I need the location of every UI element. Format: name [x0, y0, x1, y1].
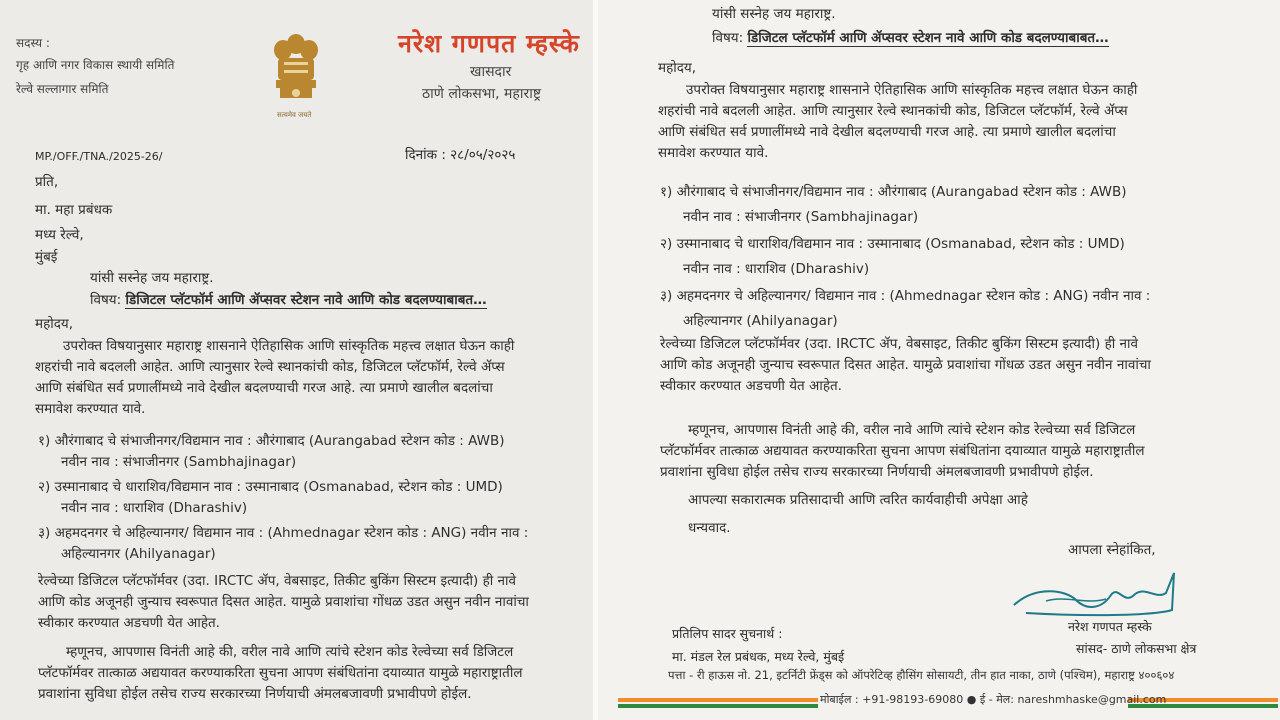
list-item-new-name: नवीन नाव : संभाजीनगर (Sambhajinagar): [61, 454, 297, 470]
signer-name: नरेश गणपत म्हस्के: [1068, 619, 1152, 634]
intro-paragraph: [35, 336, 590, 420]
list-item: १) औरंगाबाद चे संभाजीनगर/विद्यमान नाव : औरंगाबाद (Aurangabad स्टेशन कोड : AWB): [660, 184, 1127, 200]
signer-title: सांसद- ठाणे लोकसभा क्षेत्र: [1076, 641, 1197, 656]
para-line: प्लॅटफॉर्मवर तात्काळ अद्ययावत करण्याकरिता सुचना आपण संबंधितांना दयाव्यात यामुळे महाराष्ट्रातील: [38, 665, 523, 681]
intro-line: उपरोक्त विषयानुसार महाराष्ट्र शासनाने ऐतिहासिक आणि सांस्कृतिक महत्त्व लक्षात घेऊन काही: [63, 338, 515, 354]
para-line: रेल्वेच्या डिजिटल प्लॅटफॉर्मवर (उदा. IRCTC ॲप, वेबसाइट, तिकीट बुकिंग सिस्टम इत्यादी) ही नावे: [38, 573, 517, 589]
subject-label: विषय:: [90, 292, 122, 308]
salutation: महोदय,: [35, 316, 74, 332]
list-item-new-name: नवीन नाव : संभाजीनगर (Sambhajinagar): [683, 209, 919, 225]
para-3: [38, 642, 523, 705]
footer-saffron-bar: [618, 698, 818, 702]
para-line: प्रवाशांना सुविधा होईल तसेच राज्य सरकारच्या निर्णयाची अंमलबजावणी प्रभावीपणे होईल.: [660, 464, 1094, 480]
footer-green-bar: [618, 704, 818, 708]
list-item: ३) अहमदनगर चे अहिल्यानगर/ विद्यमान नाव : (Ahmednagar स्टेशन कोड : ANG) नवीन नाव :: [660, 288, 1151, 304]
footer-contact: मोबाईल : +91-98193-69080 ● ई - मेल: nareshmhaske@gmail.com: [820, 693, 1167, 706]
station-list: [38, 431, 528, 565]
salutation: महोदय,: [658, 60, 697, 76]
intro-paragraph: [658, 80, 1258, 164]
intro-line: शहरांची नावे बदलली आहेत. आणि त्यानुसार रेल्वे स्थानकांची कोड, डिजिटल प्लॅटफॉर्म, रेल्वे ॲप्स: [658, 103, 1128, 119]
letterhead-name: नरेश गणपत म्हस्के: [398, 29, 580, 58]
para-line: प्रवाशांना सुविधा होईल तसेच राज्य सरकारच्या निर्णयाची अंमलबजावणी प्रभावीपणे होईल.: [38, 686, 472, 702]
para-2: [38, 571, 529, 634]
recipient-line-4: मुंबई: [35, 249, 58, 265]
para-line: आणि कोड अजूनही जुन्याच स्वरूपात दिसत आहेत. यामुळे प्रवाशांचा गोंधळ उडत असुन नवीन नावांचा: [660, 357, 1151, 373]
intro-line: शहरांची नावे बदलली आहेत. आणि त्यानुसार रेल्वे स्थानकांची कोड, डिजिटल प्लॅटफॉर्म, रेल्वे ॲप्स: [35, 359, 505, 375]
para-line: म्हणूनच, आपणास विनंती आहे की, वरील नावे आणि त्यांचे स्टेशन कोड रेल्वेच्या सर्व डिजिटल: [66, 644, 514, 660]
para-line: स्वीकार करण्यात अडचणी येत आहेत.: [38, 615, 220, 631]
intro-line: उपरोक्त विषयानुसार महाराष्ट्र शासनाने ऐतिहासिक आणि सांस्कृतिक महत्त्व लक्षात घेऊन काही: [686, 82, 1138, 98]
list-item: ३) अहमदनगर चे अहिल्यानगर/ विद्यमान नाव : (Ahmednagar स्टेशन कोड : ANG) नवीन नाव :: [38, 525, 529, 541]
para-line: म्हणूनच, आपणास विनंती आहे की, वरील नावे आणि त्यांचे स्टेशन कोड रेल्वेच्या सर्व डिजिटल: [688, 422, 1136, 438]
emblem-caption: सत्यमेव जयते: [277, 111, 312, 119]
subject-line: [90, 290, 487, 308]
recipient-line-3: मध्य रेल्वे,: [35, 227, 84, 243]
para-line: रेल्वेच्या डिजिटल प्लॅटफॉर्मवर (उदा. IRCTC ॲप, वेबसाइट, तिकीट बुकिंग सिस्टम इत्यादी) ही नावे: [660, 336, 1139, 352]
subject-label: विषय:: [712, 30, 744, 46]
list-item-new-name: अहिल्यानगर (Ahilyanagar): [61, 546, 216, 562]
committee-1: गृह आणि नगर विकास स्थायी समिति: [16, 58, 175, 72]
recipient-line-1: प्रति,: [35, 174, 59, 190]
para-2: [660, 334, 1151, 397]
copy-to: मा. मंडल रेल प्रबंधक, मध्य रेल्वे, मुंबई: [672, 649, 845, 664]
para-3: [660, 420, 1145, 483]
copy-label: प्रतिलिप सादर सुचनार्थ :: [672, 626, 783, 641]
closing-line: आपल्या सकारात्मक प्रतिसादाची आणि त्वरित कार्यवाहीची अपेक्षा आहे: [688, 492, 1028, 508]
member-label: सदस्य :: [16, 36, 50, 50]
committee-2: रेल्वे सल्लागार समिति: [16, 82, 109, 96]
list-item-new-name: नवीन नाव : धाराशिव (Dharashiv): [61, 500, 248, 516]
para-line: स्वीकार करण्यात अडचणी येत आहेत.: [660, 378, 842, 394]
list-item: २) उस्मानाबाद चे धाराशिव/विद्यमान नाव : उस्मानाबाद (Osmanabad, स्टेशन कोड : UMD): [38, 479, 503, 495]
list-item: १) औरंगाबाद चे संभाजीनगर/विद्यमान नाव : औरंगाबाद (Aurangabad स्टेशन कोड : AWB): [38, 433, 505, 449]
thanks: धन्यवाद.: [688, 520, 731, 536]
letter-page-1: [0, 0, 598, 720]
footer-address: पत्ता - री हाऊस नो. 21, इटर्निटी फ्रेंड्स को ऑपरेटिव्ह हौसिंग सोसायटी, तीन हात नाका, ठाणे (पश्चिम), महाराष्ट्र ४००६०४: [668, 668, 1175, 682]
list-item-new-name: अहिल्यानगर (Ahilyanagar): [683, 313, 838, 329]
letterhead-title: खासदार: [470, 64, 512, 80]
subject-text: डिजिटल प्लॅटफॉर्म आणि ॲप्सवर स्टेशन नावे आणि कोड बदलण्याबाबत…: [747, 30, 1109, 46]
recipient-line-2: मा. महा प्रबंधक: [35, 202, 113, 218]
intro-line: समावेश करण्यात यावे.: [35, 401, 146, 417]
station-list: [660, 182, 1150, 332]
greeting: यांसी सस्नेह जय महाराष्ट्र.: [712, 6, 836, 22]
greeting: यांसी सस्नेह जय महाराष्ट्र.: [90, 270, 214, 286]
para-line: आणि कोड अजूनही जुन्याच स्वरूपात दिसत आहेत. यामुळे प्रवाशांचा गोंधळ उडत असुन नवीन नावांचा: [38, 594, 529, 610]
letterhead-constituency: ठाणे लोकसभा, महाराष्ट्र: [422, 86, 541, 102]
intro-line: समावेश करण्यात यावे.: [658, 145, 769, 161]
letter-date: दिनांक : २८/०५/२०२५: [405, 147, 516, 163]
intro-line: आणि संबंधित सर्व प्रणालींमध्ये नावे देखील बदलण्याची गरज आहे. त्या प्रमाणे खालील बदलांचा: [658, 124, 1116, 140]
para-line: प्लॅटफॉर्मवर तात्काळ अद्ययावत करण्याकरिता सुचना आपण संबंधितांना दयाव्यात यामुळे महाराष्ट्रातील: [660, 443, 1145, 459]
list-item: २) उस्मानाबाद चे धाराशिव/विद्यमान नाव : उस्मानाबाद (Osmanabad, स्टेशन कोड : UMD): [660, 236, 1125, 252]
yours-sincerely: आपला स्नेहांकित,: [1068, 542, 1156, 558]
intro-line: आणि संबंधित सर्व प्रणालींमध्ये नावे देखील बदलण्याची गरज आहे. त्या प्रमाणे खालील बदलांचा: [35, 380, 493, 396]
letter-page-2: [598, 0, 1280, 720]
subject-line: [712, 28, 1109, 46]
national-emblem-icon: [268, 30, 324, 120]
list-item-new-name: नवीन नाव : धाराशिव (Dharashiv): [683, 261, 870, 277]
subject-text: डिजिटल प्लॅटफॉर्म आणि ॲप्सवर स्टेशन नावे आणि कोड बदलण्याबाबत…: [125, 292, 487, 308]
reference-number: MP./OFF./TNA./2025-26/: [35, 150, 163, 163]
